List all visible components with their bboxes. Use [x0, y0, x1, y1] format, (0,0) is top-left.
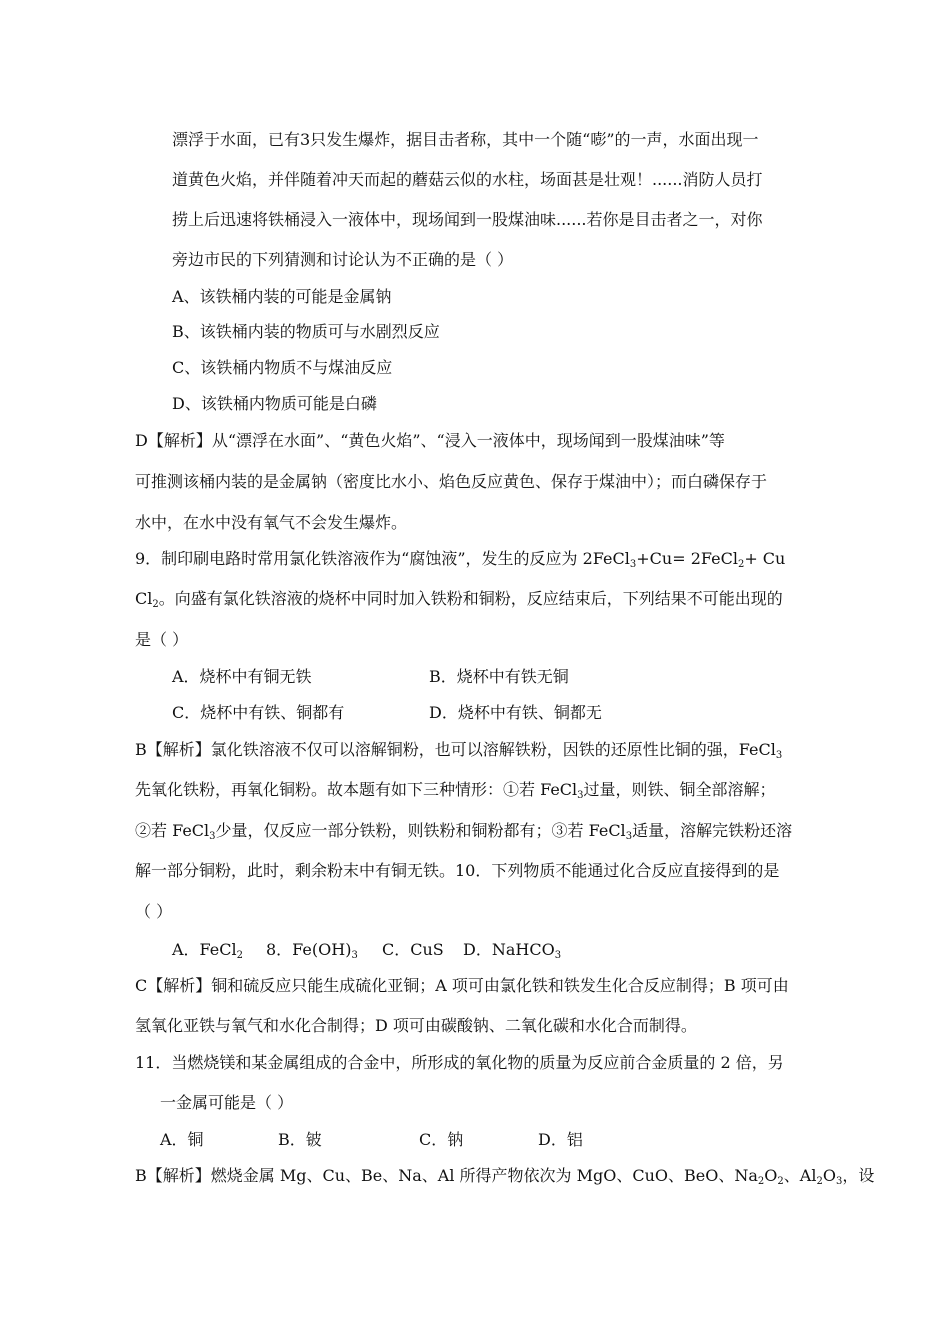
subscript: 2	[777, 1176, 784, 1187]
q10-option-d	[463, 940, 561, 960]
q9-answer-text: 先氧化铁粉，再氧化铜粉。故本题有如下三种情形：①若 FeCl	[135, 780, 578, 799]
q10-answer-line-1: C【解析】铜和硫反应只能生成硫化亚铜；A 项可由氯化铁和铁发生化合反应制得；B 项可由	[135, 976, 789, 995]
q9-answer-line-2	[135, 780, 776, 800]
q8-answer-line-2: 可推测该桶内装的是金属钠（密度比水小、焰色反应黄色、保存于煤油中）；而白磷保存于	[135, 472, 768, 491]
subscript: 3	[351, 950, 358, 961]
subscript: 3	[577, 790, 584, 801]
q9-stem-text: Cl	[135, 589, 153, 608]
q8-answer-line-1: D【解析】从“漂浮在水面”、“黄色火焰”、“浸入一液体中，现场闻到一股煤油味”等	[135, 431, 725, 450]
subscript: 3	[209, 831, 216, 842]
q8-stem-line-1: 漂浮于水面，已有3只发生爆炸，据目击者称，其中一个随“嘭”的一声，水面出现一	[172, 130, 759, 149]
q8-option-a: A、该铁桶内装的可能是金属钠	[172, 287, 392, 306]
q9-option-d: D．烧杯中有铁、铜都无	[429, 703, 602, 722]
q8-stem-line-4: 旁边市民的下列猜测和讨论认为不正确的是（ ）	[172, 250, 514, 269]
q9-answer-text: 过量，则铁、铜全部溶解；	[583, 780, 776, 799]
q8-option-b: B、该铁桶内装的物质可与水剧烈反应	[172, 322, 440, 341]
subscript: 2	[152, 599, 159, 610]
q10-option-text: 8．Fe(OH)	[266, 940, 352, 959]
q9-answer-text: 少量，仅反应一部分铁粉，则铁粉和铜粉都有；③若 FeCl	[215, 821, 626, 840]
q9-answer-line-3	[135, 821, 792, 841]
q10-option-a	[172, 940, 243, 960]
subscript: 3	[775, 750, 783, 761]
q11-stem-line-2: 一金属可能是（ ）	[160, 1093, 294, 1112]
subscript: 3	[554, 950, 562, 961]
q11-option-d: D．铝	[538, 1130, 583, 1149]
q10-option-b	[266, 940, 358, 960]
q9-stem-line-1	[135, 549, 785, 569]
q11-option-c: C．钠	[419, 1130, 464, 1149]
q10-option-text: A．FeCl	[172, 940, 237, 959]
q11-answer-text: ，设	[842, 1166, 875, 1185]
subscript: 2	[816, 1176, 823, 1187]
subscript: 2	[236, 950, 243, 961]
q9-option-c: C．烧杯中有铁、铜都有	[172, 703, 345, 722]
q10-option-text: D．NaHCO	[463, 940, 555, 959]
q9-answer-line-4: 解一部分铜粉，此时，剩余粉末中有铜无铁。10．下列物质不能通过化合反应直接得到的是	[135, 861, 780, 880]
q9-option-a: A．烧杯中有铜无铁	[172, 667, 312, 686]
q8-stem-line-2: 道黄色火焰，并伴随着冲天而起的蘑菇云似的水柱，场面甚是壮观！......消防人员打	[172, 170, 763, 189]
q9-stem-text: + Cu	[744, 549, 786, 568]
q9-option-b: B．烧杯中有铁无铜	[429, 667, 569, 686]
q11-answer-text: O	[822, 1166, 836, 1185]
subscript: 3	[629, 559, 637, 570]
subscript: 3	[625, 831, 633, 842]
q8-stem-line-3: 捞上后迅速将铁桶浸入一液体中，现场闻到一股煤油味......若你是目击者之一，对你	[172, 210, 763, 229]
q8-option-c: C、该铁桶内物质不与煤油反应	[172, 358, 393, 377]
q9-stem-line-2	[135, 589, 783, 609]
q11-stem-line-1: 11．当燃烧镁和某金属组成的合金中，所形成的氧化物的质量为反应前合金质量的 2 倍，另	[135, 1053, 784, 1072]
q8-option-d: D、该铁桶内物质可能是白磷	[172, 394, 377, 413]
q9-answer-text: B【解析】氯化铁溶液不仅可以溶解铜粉，也可以溶解铁粉，因铁的还原性比铜的强，FeCl	[135, 740, 776, 759]
q9-answer-line-1	[135, 740, 782, 760]
q11-answer-text: O	[764, 1166, 778, 1185]
q11-option-a: A．铜	[160, 1130, 204, 1149]
q11-answer-text: 、Al	[783, 1166, 817, 1185]
q9-stem-text: +Cu= 2FeCl	[636, 549, 738, 568]
subscript: 2	[737, 559, 745, 570]
q9-answer-text: ②若 FeCl	[135, 821, 210, 840]
q11-answer-text: B【解析】燃烧金属 Mg、Cu、Be、Na、Al 所得产物依次为 MgO、CuO、BeO、Na	[135, 1166, 758, 1185]
q10-stem-line-2: （ ）	[135, 902, 173, 921]
q11-answer-line-1	[135, 1166, 874, 1186]
q9-stem-text: 9．制印刷电路时常用氯化铁溶液作为“腐蚀液”，发生的反应为 2FeCl	[135, 549, 630, 568]
q9-stem-line-3: 是（ ）	[135, 630, 189, 649]
subscript: 3	[835, 1176, 843, 1187]
q10-option-c: C．CuS	[382, 940, 444, 959]
q9-answer-text: 适量，溶解完铁粉还溶	[632, 821, 793, 840]
subscript: 2	[757, 1176, 765, 1187]
q10-answer-line-2: 氢氧化亚铁与氧气和水化合制得；D 项可由碳酸钠、二氧化碳和水化合而制得。	[135, 1016, 697, 1035]
q9-stem-text: 。向盛有氯化铁溶液的烧杯中同时加入铁粉和铜粉，反应结束后，下列结果不可能出现的	[158, 589, 783, 608]
q11-option-b: B．铍	[278, 1130, 322, 1149]
q8-answer-line-3: 水中，在水中没有氧气不会发生爆炸。	[135, 513, 408, 532]
